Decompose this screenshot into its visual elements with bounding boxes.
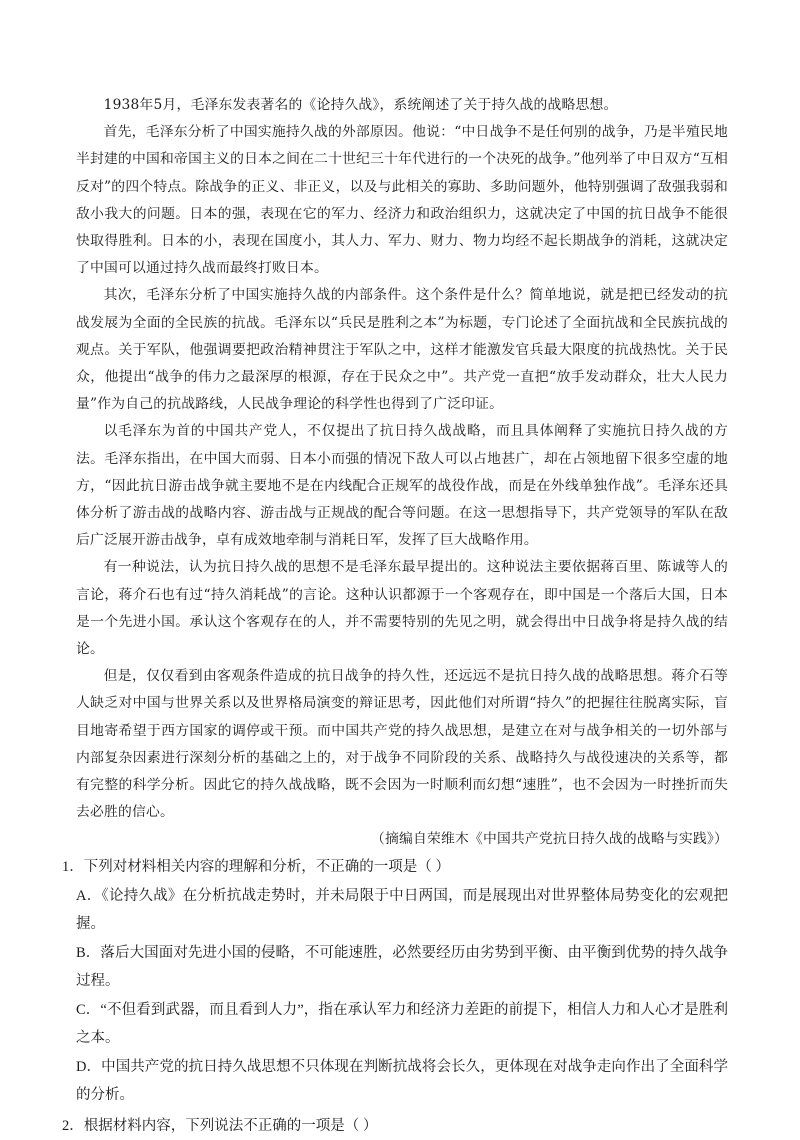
question-number: 2． — [62, 1117, 84, 1134]
passage-paragraph: 其次，毛泽东分析了中国实施持久战的内部条件。这个条件是什么？简单地说，就是把已经发动的抗战发展为全面的全民族的抗战。毛泽东以“兵民是胜利之本”为标题，专门论述了全面抗战和全民族抗战的观点。关于军队，他强调要把政治精神贯注于军队之中，这样才能激发官兵最大限度的抗战热忱。关于民众，他提出“战争的伟力之最深厚的根源，存在于民众之中”。共产党一直把“放手发动群众，壮大人民力量”作为自己的抗战路线，人民战争理论的科学性也得到了广泛印证。 — [76, 287, 728, 413]
question-1 — [62, 854, 728, 1110]
passage-paragraph: 以毛泽东为首的中国共产党人，不仅提出了抗日持久战战略，而且具体阐释了实施抗日持久战的方法。毛泽东指出，在中国大而弱、日本小而强的情况下敌人可以占地甚广，却在占领地留下很多空虚的地方，“因此抗日游击战争就主要地不是在内线配合正规军的战役作战，而是在外线单独作战”。毛泽东还具体分析了游击战的战略内容、游击战与正规战的配合等问题。在这一思想指导下，共产党领导的军队在敌后广泛展开游击战争，卓有成效地牵制与消耗日军，发挥了巨大战略作用。 — [76, 423, 728, 549]
option-c: C．“不但看到武器，而且看到人力”，指在承认军力和经济力差距的前提下，相信人力和人心才是胜利之本。 — [76, 1001, 728, 1047]
reading-passage — [76, 92, 728, 854]
exam-page — [62, 94, 728, 1140]
passage-paragraph: 但是，仅仅看到由客观条件造成的抗日战争的持久性，还远远不是抗日持久战的战略思想。蒋介石等人缺乏对中国与世界关系以及世界格局演变的辩证思考，因此他们对所谓“持久”的把握往往脱离实际，盲目地寄希望于西方国家的调停或干预。而中国共产党的持久战思想，是建立在对与战争相关的一切外部与内部复杂因素进行深刻分析的基础之上的，对于战争不同阶段的关系、战略持久与战役速决的关系等，都有完整的科学分析。因此它的持久战战略，既不会因为一时顺利而幻想“速胜”，也不会因为一时挫折而失去必胜的信心。 — [76, 668, 728, 821]
passage-source: （摘编自荣维木《中国共产党抗日持久战的战略与实践》） — [370, 831, 728, 848]
question-number: 1． — [62, 858, 84, 875]
option-a: A．《论持久战》在分析抗战走势时，并未局限于中日两国，而是展现出对世界整体局势变化的宏观把握。 — [76, 887, 728, 933]
option-b: B．落后大国面对先进小国的侵略，不可能速胜，必然要经历由劣势到平衡、由平衡到优势的持久战争过程。 — [76, 944, 728, 990]
passage-paragraph: 首先，毛泽东分析了中国实施持久战的外部原因。他说：“中日战争不是任何别的战争，乃是半殖民地半封建的中国和帝国主义的日本之间在二十世纪三十年代进行的一个决死的战争。”他列举了中日双方“互相反对”的四个特点。除战争的正义、非正义，以及与此相关的寡助、多助问题外，他特别强调了敌强我弱和敌小我大的问题。日本的强，表现在它的军力、经济力和政治组织力，这就决定了中国的抗日战争不能很快取得胜利。日本的小，表现在国度小，其人力、军力、财力、物力均经不起长期战争的消耗，这就决定了中国可以通过持久战而最终打败日本。 — [76, 124, 728, 277]
passage-paragraph: 有一种说法，认为抗日持久战的思想不是毛泽东最早提出的。这种说法主要依据蒋百里、陈诚等人的言论，蒋介石也有过“持久消耗战”的言论。这种认识都源于一个客观存在，即中国是一个落后大国，日本是一个先进小国。承认这个客观存在的人，并不需要特别的先见之明，就会得出中日战争将是持久战的结论。 — [76, 559, 728, 658]
option-d: D．中国共产党的抗日持久战思想不只体现在判断抗战将会长久，更体现在对战争走向作出了全面科学的分析。 — [76, 1058, 728, 1104]
passage-paragraph: 1938年5月，毛泽东发表著名的《论持久战》，系统阐述了关于持久战的战略思想。 — [103, 97, 618, 113]
question-stem: 下列对材料相关内容的理解和分析，不正确的一项是（ ） — [83, 858, 450, 875]
question-2 — [62, 1113, 728, 1140]
question-stem: 根据材料内容，下列说法不正确的一项是（ ） — [83, 1117, 378, 1134]
